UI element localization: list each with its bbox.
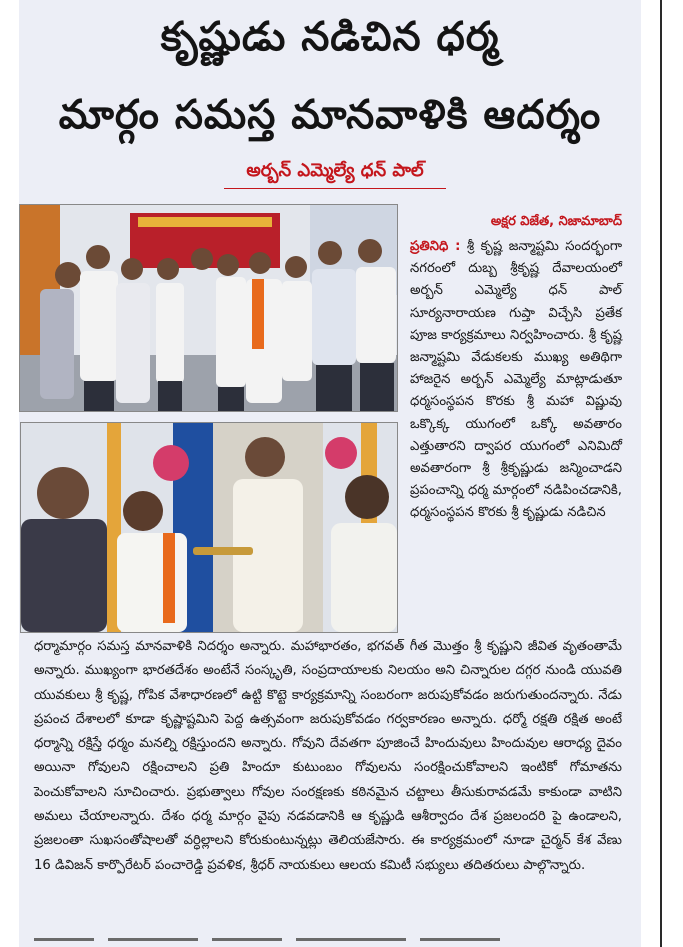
headline-line-1: కృష్ణుడు నడిచిన ధర్మ bbox=[160, 14, 500, 60]
dateline: ప్రతినిధి : bbox=[410, 239, 461, 254]
next-article-fragment bbox=[34, 938, 594, 947]
column-body: శ్రీ కృష్ణ జన్మాష్టమి సందర్భంగా నగరంలో దుబ్బ శ్రీకృష్ణ దేవాలయంలో అర్బన్ ఎమ్మెల్యే ధన్ పాల్ సూర్యనారాయణ గుప్తా విచ్చేసి ప్రతేక పూజ కార్యక్రమాలు నిర్వహించారు. శ్రీ కృష్ణ జన్మాష్టమి వేడుకలకు ముఖ్య అతిథిగా హాజరైన అర్బన్ ఎమ్మెల్యే మాట్లాడుతూ ధర్మసంస్థపన కొరకు శ్రీ మహా విష్ణువు ఒక్కొక్క యుగంలో ఒక్కో అవతారం ఎత్తుతారని ద్వాపర యుగంలో ఎనిమిదో అవతారంగా శ్రీ శ్రీకృష్ణుడు జన్మించాడని ప్రపంచాన్ని ధర్మ మార్గంలో నడిపించడానికి, ధర్మసంస్థపన కొరకు శ్రీ కృష్ణుడు నడిచిన bbox=[410, 239, 622, 521]
group-photo bbox=[19, 204, 398, 412]
subheadline: అర్బన్ ఎమ్మెల్యే ధన్ పాల్ bbox=[224, 160, 446, 189]
column-divider bbox=[660, 0, 662, 947]
puja-photo bbox=[20, 422, 398, 633]
article-body-text: ధర్మామార్గం సమస్త మానవాళికి నిదర్శం అన్నారు. మహాభారతం, భగవత్ గీత మొత్తం శ్రీ కృష్ణుని జీవిత వృతంతామే అన్నారు. ముఖ్యంగా భారతదేశం అంటేనే సంస్కృతి, సంప్రదాయాలకు నిలయం అని చిన్నారుల దగ్గర నుండి యువతి యువకులు శ్రీ కృష్ణ, గోపిక వేశాధారణలో ఉట్టి కొట్టె కార్యక్రమాన్ని సంబరంగా జరుపుకోవడం జరుగుతుందన్నారు. నేడు ప్రపంచ దేశాలలో కూడా కృష్ణాష్టమిని పెద్ద ఉత్సవంగా జరుపుకోవడం గర్వకారణం అన్నారు. ధర్మో రక్షతి రక్షిత అంటే ధర్మాన్ని రక్షిస్తే ధర్మం మనల్ని రక్షిస్తుందని అన్నారు. గోవుని దేవతగా పూజించే హిందువులు హిందువుల ఆరాధ్య దైవం అయినా గోవులని రక్షించాలని ప్రతి హిందూ కుటుంబం గోవులను సంరక్షించుకోవాలని ఇంటికో గోమాతను పెంచుకోవాలని సూచించారు. ప్రభుత్వాలు గోవుల సంరక్షణకు కఠినమైన చట్టాలు తీసుకురావడమే కాకుండా వాటిని అమలు చేయాలన్నారు. దేశం ధర్మ మార్గం వైపు నడవడానికి ఆ కృష్ణుడి ఆశీర్వాదం దేశ ప్రజలందరి పై ఉండాలని, ప్రజలంతా సుఖసంతోషాలతో వర్ధిల్లాలని కోరుకుంటున్నట్లు తెలియజేసారు. ఈ కార్యక్రమంలో నూడా చైర్మన్ కేశ వేణు 16 డివిజన్ కార్పొరేటర్ పంచారెడ్డి ప్రవళిక, శ్రీధర్ నాయకులు ఆలయ కమిటీ సభ్యులు తదితరులు పాల్గొన్నారు. bbox=[34, 639, 622, 873]
puja-photo-graphic bbox=[21, 423, 397, 632]
byline: అక్షర విజేత, నిజామాబాద్ bbox=[490, 214, 622, 229]
article-column-text bbox=[410, 236, 622, 525]
headline-line-2: మార్గం సమస్త మానవాళికి ఆదర్శం bbox=[58, 92, 602, 138]
group-photo-graphic bbox=[20, 205, 397, 411]
